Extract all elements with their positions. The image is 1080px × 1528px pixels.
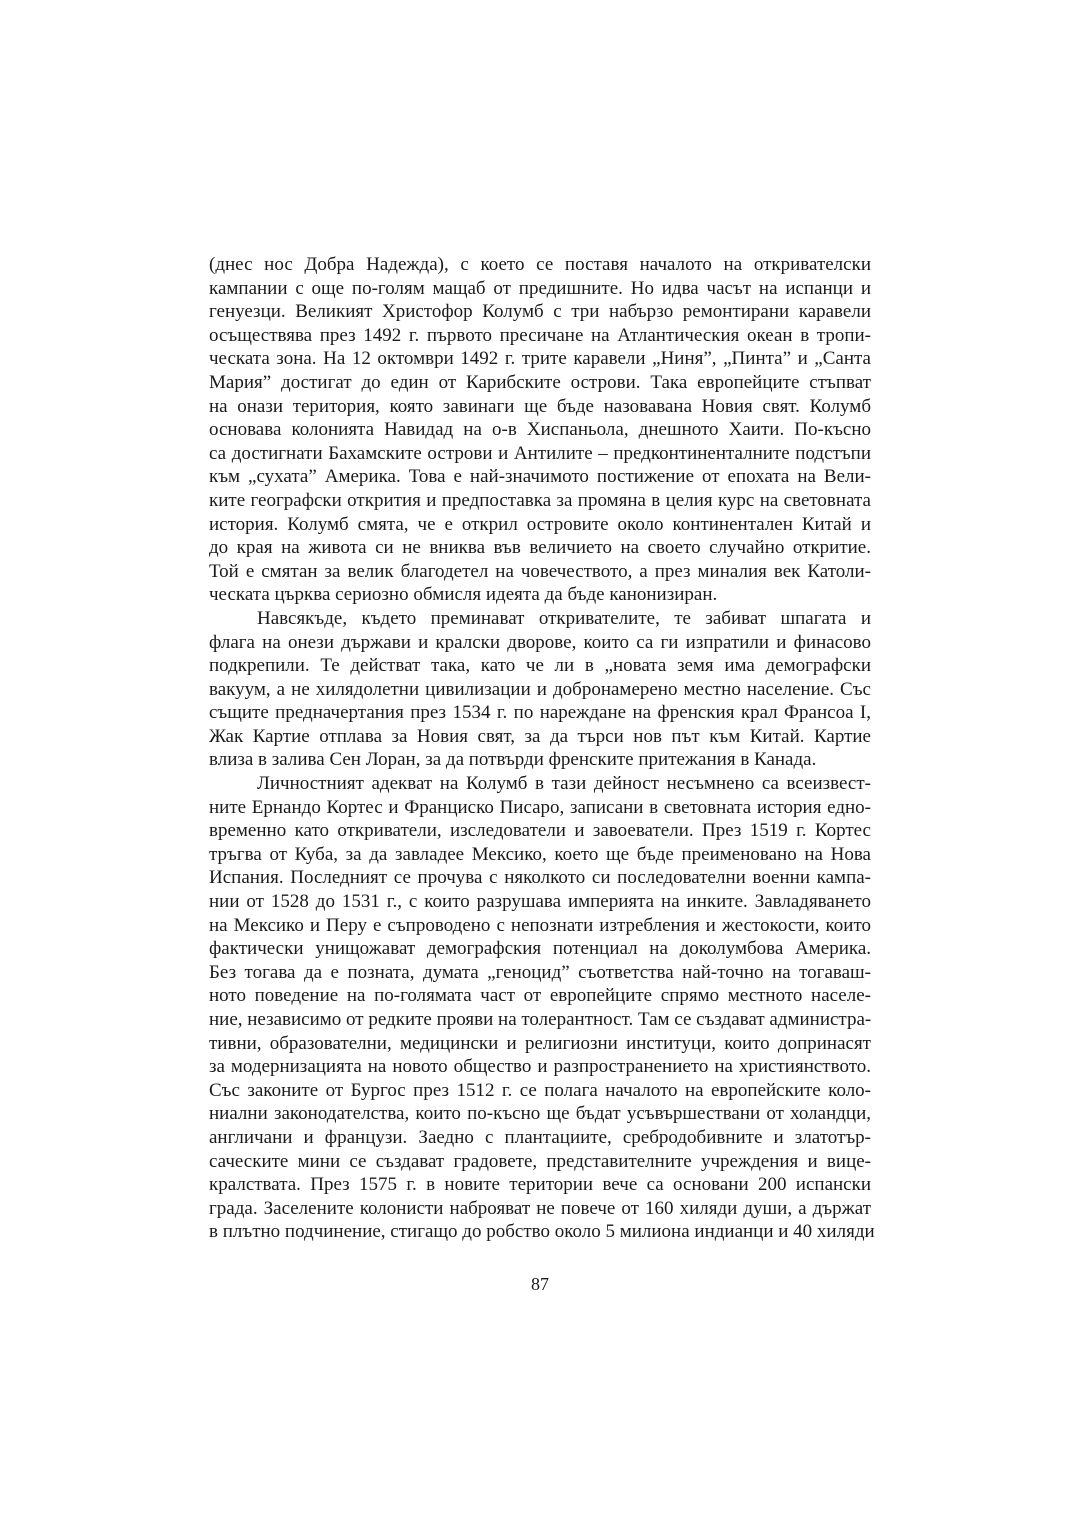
text-line: ниални законодателства, които по-късно ще бъдат усъвършествани от холандци,: [209, 1103, 871, 1125]
paragraph: [209, 607, 871, 772]
text-line: ките географски открития и предпоставка за промяна в целия курс на световната: [209, 489, 871, 511]
text-line: града. Заселените колонисти наброяват не повече от 160 хиляди души, а държат: [209, 1197, 871, 1219]
page-number: 87: [531, 1274, 549, 1294]
text-line: са достигнати Бахамските острови и Антилите – предконтиненталните подстъпи: [209, 442, 871, 464]
text-line: флага на онези държави и кралски дворове, които са ги изпратили и финасово: [209, 631, 871, 653]
text-line: Жак Картие отплава за Новия свят, за да търси нов път към Китай. Картие: [209, 725, 871, 747]
text-line: Той е смятан за велик благодетел на човечеството, а през миналия век Католи-: [209, 560, 871, 582]
text-line: (днес нос Добра Надежда), с което се поставя началото на откривателски: [209, 254, 871, 275]
text-line: подкрепили. Те действат така, като че ли в „новата земя има демографски: [209, 655, 871, 677]
text-line: тивни, образователни, медицински и религиозни институци, които допринасят: [209, 1032, 871, 1054]
text-line: Испания. Последният се прочува с няколкото си последователни военни кампа-: [209, 867, 871, 889]
text-line: Личностният адекват на Колумб в тази дейност несъмнено са всеизвест-: [257, 773, 871, 795]
text-line: осъществява през 1492 г. първото пресичане на Атлантическия океан в тропи-: [209, 324, 871, 346]
text-line: англичани и французи. Заедно с плантациите, сребродобивните и златотър-: [209, 1126, 871, 1148]
paragraph: [209, 253, 871, 607]
text-line: генуезци. Великият Христофор Колумб с три набързо ремонтирани каравели: [209, 301, 871, 323]
text-line: същите предначертания през 1534 г. по нареждане на френския крал Франсоа I,: [209, 702, 871, 724]
text-line: в плътно подчинение, стигащо до робство около 5 милиона индианци и 40 хиляди: [209, 1221, 875, 1243]
text-line: ческата зона. На 12 октомври 1492 г. трите каравели „Ниня”, „Пинта” и „Санта: [209, 348, 871, 370]
text-line: нии от 1528 до 1531 г., с които разрушава империята на инките. Завладяването: [209, 891, 871, 913]
text-line: кралствата. През 1575 г. в новите територии вече са основани 200 испански: [209, 1174, 871, 1196]
text-line: основава колонията Навидад на о-в Хиспаньола, днешното Хаити. По-късно: [209, 419, 871, 441]
text-line: на онази територия, която завинаги ще бъде назовавана Новия свят. Колумб: [209, 395, 871, 417]
text-line: история. Колумб смята, че е открил островите около континентален Китай и: [209, 513, 871, 535]
text-line: ческата църква сериозно обмисля идеята да бъде канонизиран.: [209, 584, 718, 606]
text-line: до края на живота си не вниква във величието на своето случайно откритие.: [209, 537, 871, 559]
text-line: на Мексико и Перу е съпроводено с непознати изтребления и жестокости, които: [209, 914, 871, 936]
text-line: вакуум, а не хилядолетни цивилизации и добронамерено местно население. Със: [209, 678, 871, 700]
text-line: към „сухата” Америка. Това е най-значимото постижение от епохата на Вели-: [209, 466, 871, 488]
text-line: Навсякъде, където преминават откривателите, те забиват шпагата и: [257, 607, 871, 629]
text-line: временно като откриватели, изследователи и завоеватели. През 1519 г. Кортес: [209, 820, 871, 842]
text-line: кампании с още по-голям мащаб от предишните. Но идва часът на испанци и: [209, 277, 871, 299]
text-line: ние, независимо от редките прояви на толерантност. Там се създават администра-: [209, 1009, 872, 1030]
text-line: за модернизацията на новото общество и разпространението на християнството.: [209, 1056, 871, 1078]
body-text: [209, 253, 875, 1244]
text-line: ното поведение на по-голямата част от европейците спрямо местното населе-: [209, 985, 871, 1007]
paragraph: [209, 772, 875, 1244]
text-line: Без тогава да е позната, думата „геноцид” съответства най-точно на тогаваш-: [209, 961, 871, 983]
text-line: саческите мини се създават градовете, представителните учреждения и вице-: [209, 1150, 871, 1172]
text-line: влиза в залива Сен Лоран, за да потвърди френските притежания в Канада.: [209, 749, 817, 771]
text-line: Със законите от Бургос през 1512 г. се полага началото на европейските коло-: [209, 1079, 871, 1101]
text-line: тръгва от Куба, за да завладее Мексико, което ще бъде преименовано на Нова: [209, 843, 871, 865]
text-line: Мария” достигат до един от Карибските острови. Така европейците стъпват: [209, 371, 871, 393]
text-line: ните Ернандо Кортес и Франциско Писаро, записани в световната история едно-: [209, 796, 871, 818]
text-line: фактически унищожават демографския потенциал на доколумбова Америка.: [209, 938, 871, 960]
